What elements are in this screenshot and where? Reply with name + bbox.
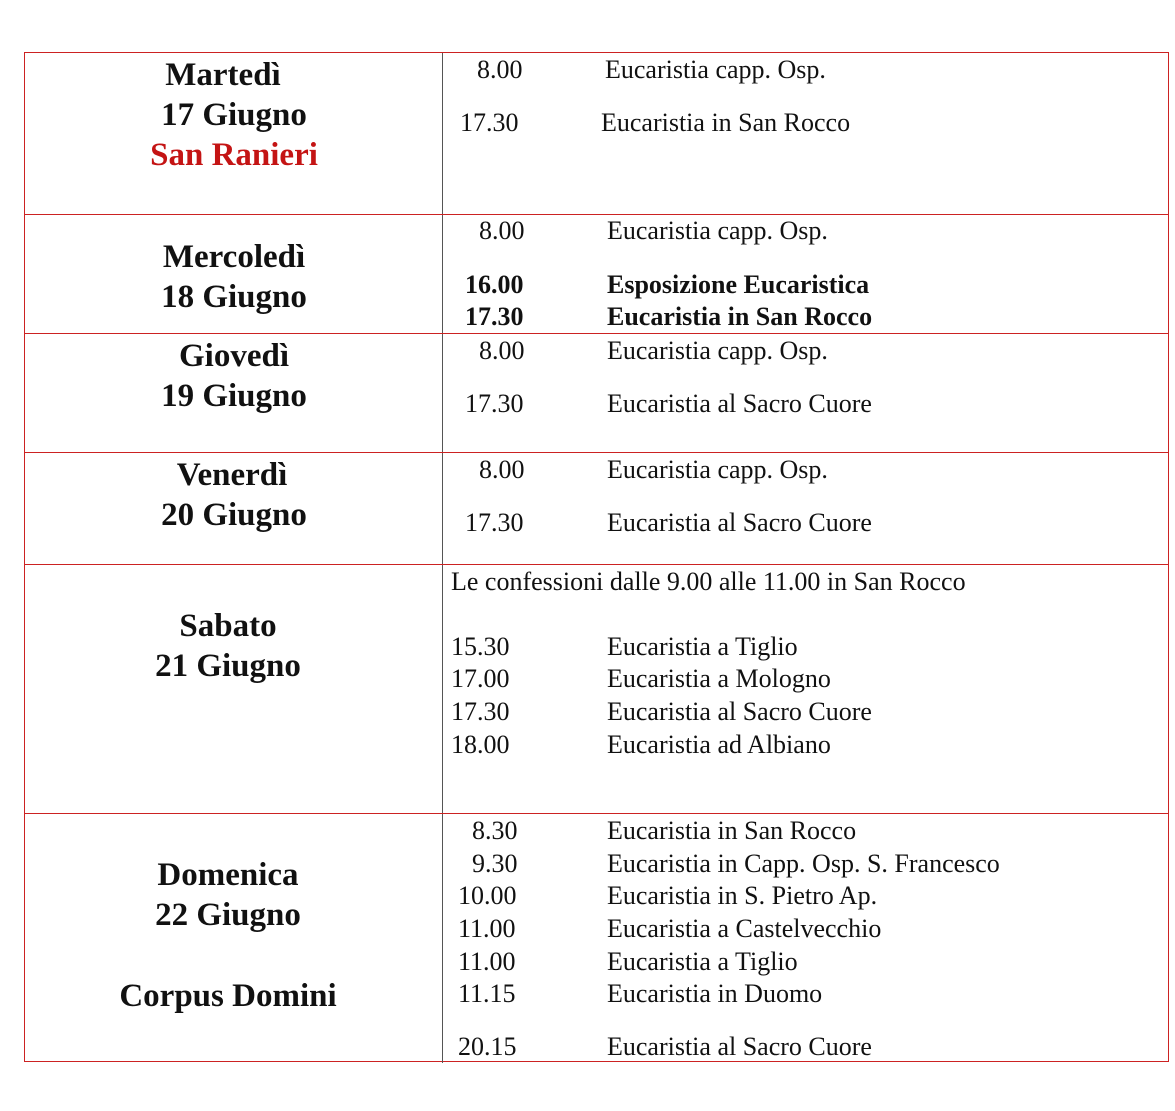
day-cell [25,53,443,214]
day-date: 22 Giugno [155,897,301,933]
entry-time: 17.30 [460,108,519,137]
entry-time: 17.30 [465,389,524,418]
day-name: Giovedì [178,338,289,374]
day-cell [25,334,443,452]
day-row-venerdi [25,453,1168,565]
day-name: Venerdì [176,457,288,493]
entry-time: 8.00 [477,55,523,84]
day-row-martedi [25,53,1168,215]
entry-description: Eucaristia in S. Pietro Ap. [607,881,878,910]
entry-description: Eucaristia in Duomo [607,979,823,1008]
day-row-sabato [25,565,1168,814]
day-row-mercoledi [25,215,1168,334]
entry-time: 20.15 [458,1032,517,1061]
entry-time: 17.00 [451,664,510,693]
entry-time: 8.00 [479,336,525,365]
entry-description: Eucaristia capp. Osp. [607,336,828,365]
day-date: 19 Giugno [161,378,307,414]
entry-time: 11.00 [458,914,516,943]
entry-time: 11.15 [458,979,516,1008]
entry-description: Eucaristia capp. Osp. [607,455,828,484]
day-date: 21 Giugno [155,648,301,684]
entry-description: Eucaristia al Sacro Cuore [607,389,872,418]
entry-description: Eucaristia ad Albiano [607,730,831,759]
entry-time: 8.00 [479,455,525,484]
day-date: 17 Giugno [161,97,307,133]
entry-description: Eucaristia a Castelvecchio [607,914,882,943]
day-name: Sabato [179,608,277,644]
entry-description: Eucaristia in San Rocco [607,816,857,845]
day-cell [25,565,443,813]
day-cell [25,215,443,333]
entry-description: Eucaristia capp. Osp. [607,216,828,245]
entry-description: Eucaristia capp. Osp. [605,55,826,84]
entry-time: 8.00 [479,216,525,245]
entry-time: 17.30 [465,302,524,331]
entry-description: Eucaristia a Mologno [607,664,831,693]
day-row-giovedi [25,334,1168,453]
entry-time: 11.00 [458,947,516,976]
day-name: Mercoledì [162,239,306,275]
day-name: Domenica [157,857,299,893]
schedule-table [24,52,1169,1062]
confession-note: Le confessioni dalle 9.00 alle 11.00 in San Rocco [451,567,966,596]
entry-description: Eucaristia in San Rocco [601,108,851,137]
day-row-domenica [25,814,1168,1063]
entry-description: Eucaristia a Tiglio [607,947,798,976]
day-cell [25,814,443,1063]
entry-time: 17.30 [451,697,510,726]
entry-time: 8.30 [472,816,518,845]
entry-description: Eucaristia in Capp. Osp. S. Francesco [607,849,1000,878]
entry-time: 17.30 [465,508,524,537]
entry-description: Eucaristia al Sacro Cuore [607,1032,872,1061]
entry-description: Eucaristia al Sacro Cuore [607,697,872,726]
entry-description: Eucaristia in San Rocco [607,302,873,331]
day-name: Martedì [165,57,281,93]
entry-description: Eucaristia a Tiglio [607,632,798,661]
entry-description: Esposizione Eucaristica [607,270,870,299]
day-date: 18 Giugno [161,279,307,315]
feast-name: Corpus Domini [119,978,337,1014]
entry-time: 9.30 [472,849,518,878]
day-cell [25,453,443,564]
entry-time: 10.00 [458,881,517,910]
day-date: 20 Giugno [161,497,307,533]
entry-time: 18.00 [451,730,510,759]
entry-time: 16.00 [465,270,524,299]
entry-time: 15.30 [451,632,510,661]
entry-description: Eucaristia al Sacro Cuore [607,508,872,537]
saint-name: San Ranieri [150,137,318,173]
